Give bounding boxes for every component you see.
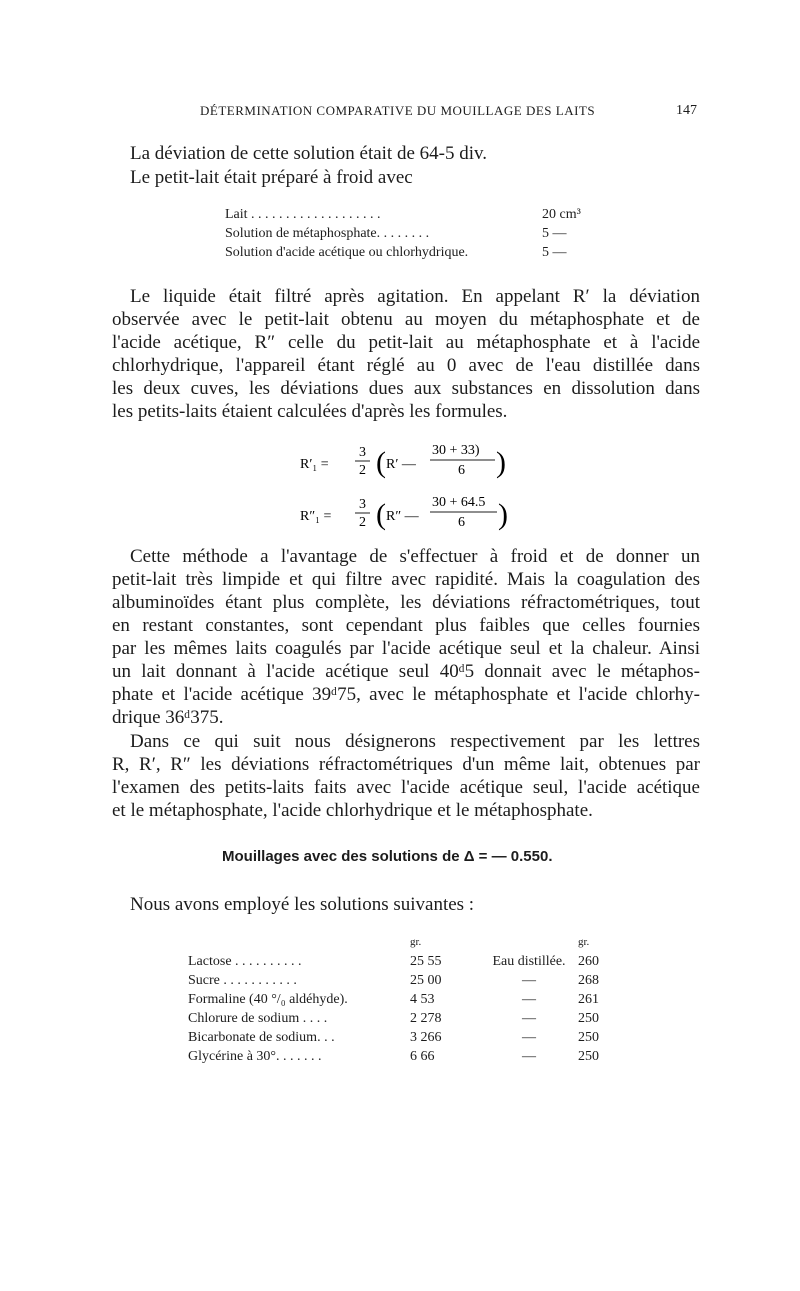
formula-coef-den: 2 bbox=[359, 515, 366, 530]
preparation-label: Lait . . . . . . . . . . . . . . . . . . . bbox=[225, 207, 381, 222]
preparation-label: Solution de métaphosphate. . . . . . . . bbox=[225, 226, 430, 241]
table-row bbox=[188, 954, 628, 973]
formula-r-double-prime bbox=[300, 490, 530, 543]
solution-name: Formaline (40 °/₀ aldéhyde). bbox=[188, 992, 348, 1007]
close-paren: ) bbox=[496, 446, 506, 479]
paragraph-line: et le métaphosphate, l'acide chlorhydrique et le métaphosphate. bbox=[112, 800, 593, 821]
solution-name: Chlorure de sodium . . . . bbox=[188, 1011, 328, 1026]
intro-line: La déviation de cette solution était de 64-5 div. bbox=[130, 143, 488, 164]
solution-water: 268 bbox=[578, 973, 599, 988]
preparation-value: 5 — bbox=[542, 245, 567, 260]
paragraph-line: Dans ce qui suit nous désignerons respectivement par les lettres bbox=[130, 731, 700, 752]
table-row bbox=[188, 973, 628, 992]
paragraph-line: l'acide acétique, R″ celle du petit-lait au métaphosphate et à l'acide bbox=[112, 332, 700, 353]
paragraph-line: les deux cuves, les déviations dues aux substances en dissolution dans bbox=[112, 378, 700, 399]
solution-water: 261 bbox=[578, 992, 599, 1007]
solution-water: 260 bbox=[578, 954, 599, 969]
formula-r-prime bbox=[300, 438, 530, 491]
solution-solvent: Eau distillée. bbox=[492, 954, 566, 969]
paragraph-line: les petits-laits étaient calculées d'après les formules. bbox=[112, 401, 508, 422]
paragraph-line: Le liquide était filtré après agitation. En appelant R′ la déviation bbox=[130, 286, 700, 307]
solution-name: Lactose . . . . . . . . . . bbox=[188, 954, 302, 969]
formula-graphic bbox=[300, 438, 530, 486]
formula-coef-num: 3 bbox=[359, 497, 366, 512]
solution-mass: 3 266 bbox=[410, 1030, 442, 1045]
paragraph-line: albuminoïdes étant plus complète, les déviations réfractométriques, tout bbox=[112, 592, 700, 613]
mass-unit: gr. bbox=[410, 936, 422, 948]
solution-water: 250 bbox=[578, 1011, 599, 1026]
table-row bbox=[188, 1030, 628, 1049]
open-paren: ( bbox=[376, 498, 386, 531]
formula-coef-num: 3 bbox=[359, 445, 366, 460]
formula-graphic bbox=[300, 490, 530, 538]
paragraph-line: chlorhydrique, l'appareil étant réglé au 0 avec de l'eau distillée dans bbox=[112, 355, 700, 376]
formula-var: R″ — bbox=[386, 509, 419, 524]
paragraph-line: par les mêmes laits coagulés par l'acide acétique seul et la chaleur. Ainsi bbox=[112, 638, 700, 659]
paragraph-line: phate et l'acide acétique 39ᵈ75, avec le métaphosphate et l'acide chlorhy- bbox=[112, 684, 700, 705]
water-unit: gr. bbox=[578, 936, 590, 948]
solution-solvent: — bbox=[522, 1011, 536, 1026]
open-paren: ( bbox=[376, 446, 386, 479]
intro-line: Le petit-lait était préparé à froid avec bbox=[130, 167, 413, 188]
solution-name: Sucre . . . . . . . . . . . bbox=[188, 973, 297, 988]
paragraph-line: petit-lait très limpide et qui filtre avec rapidité. Mais la coagulation des bbox=[112, 569, 700, 590]
table-unit-row bbox=[188, 936, 628, 955]
formula-coef-den: 2 bbox=[359, 463, 366, 478]
solution-mass: 25 00 bbox=[410, 973, 442, 988]
solution-mass: 2 278 bbox=[410, 1011, 442, 1026]
formula-frac-den: 6 bbox=[458, 515, 465, 530]
running-title: DÉTERMINATION COMPARATIVE DU MOUILLAGE DES LAITS bbox=[200, 103, 596, 118]
formula-frac-num: 30 + 33) bbox=[432, 443, 480, 458]
formula-frac-num: 30 + 64.5 bbox=[432, 495, 486, 510]
solution-solvent: — bbox=[522, 1049, 536, 1064]
solution-name: Bicarbonate de sodium. . . bbox=[188, 1030, 335, 1045]
solution-mass: 6 66 bbox=[410, 1049, 435, 1064]
paragraph-line: R, R′, R″ les déviations réfractométriques d'un même lait, obtenues par bbox=[112, 754, 700, 775]
solution-solvent: — bbox=[522, 1030, 536, 1045]
formula-var: R′ — bbox=[386, 457, 416, 472]
formula-frac-den: 6 bbox=[458, 463, 465, 478]
formula-lhs: R″₁ = bbox=[300, 509, 332, 524]
page-number: 147 bbox=[676, 103, 697, 118]
table-row bbox=[188, 1049, 628, 1068]
paragraph-line: en restant constantes, sont cependant plus faibles que celles fournies bbox=[112, 615, 700, 636]
table-intro: Nous avons employé les solutions suivantes : bbox=[130, 894, 475, 915]
solution-solvent: — bbox=[522, 992, 536, 1007]
solution-mass: 25 55 bbox=[410, 954, 442, 969]
paragraph-line: un lait donnant à l'acide acétique seul 40ᵈ5 donnait avec le métaphos- bbox=[112, 661, 700, 682]
solution-mass: 4 53 bbox=[410, 992, 435, 1007]
section-title: Mouillages avec des solutions de Δ = — 0.550. bbox=[222, 848, 553, 865]
solution-water: 250 bbox=[578, 1030, 599, 1045]
table-row bbox=[188, 992, 628, 1011]
paragraph-line: drique 36ᵈ375. bbox=[112, 707, 224, 728]
table-row bbox=[188, 1011, 628, 1030]
solution-name: Glycérine à 30°. . . . . . . bbox=[188, 1049, 322, 1064]
preparation-value: 5 — bbox=[542, 226, 567, 241]
paragraph-line: l'examen des petits-laits faits avec l'acide acétique seul, l'acide acétique bbox=[112, 777, 700, 798]
solution-solvent: — bbox=[522, 973, 536, 988]
paragraph-line: observée avec le petit-lait obtenu au moyen du métaphosphate et de bbox=[112, 309, 700, 330]
preparation-label: Solution d'acide acétique ou chlorhydrique. bbox=[225, 245, 469, 260]
solution-water: 250 bbox=[578, 1049, 599, 1064]
preparation-value: 20 cm³ bbox=[542, 207, 581, 222]
formula-lhs: R′₁ = bbox=[300, 457, 329, 472]
paragraph-line: Cette méthode a l'avantage de s'effectuer à froid et de donner un bbox=[130, 546, 700, 567]
close-paren: ) bbox=[498, 498, 508, 531]
